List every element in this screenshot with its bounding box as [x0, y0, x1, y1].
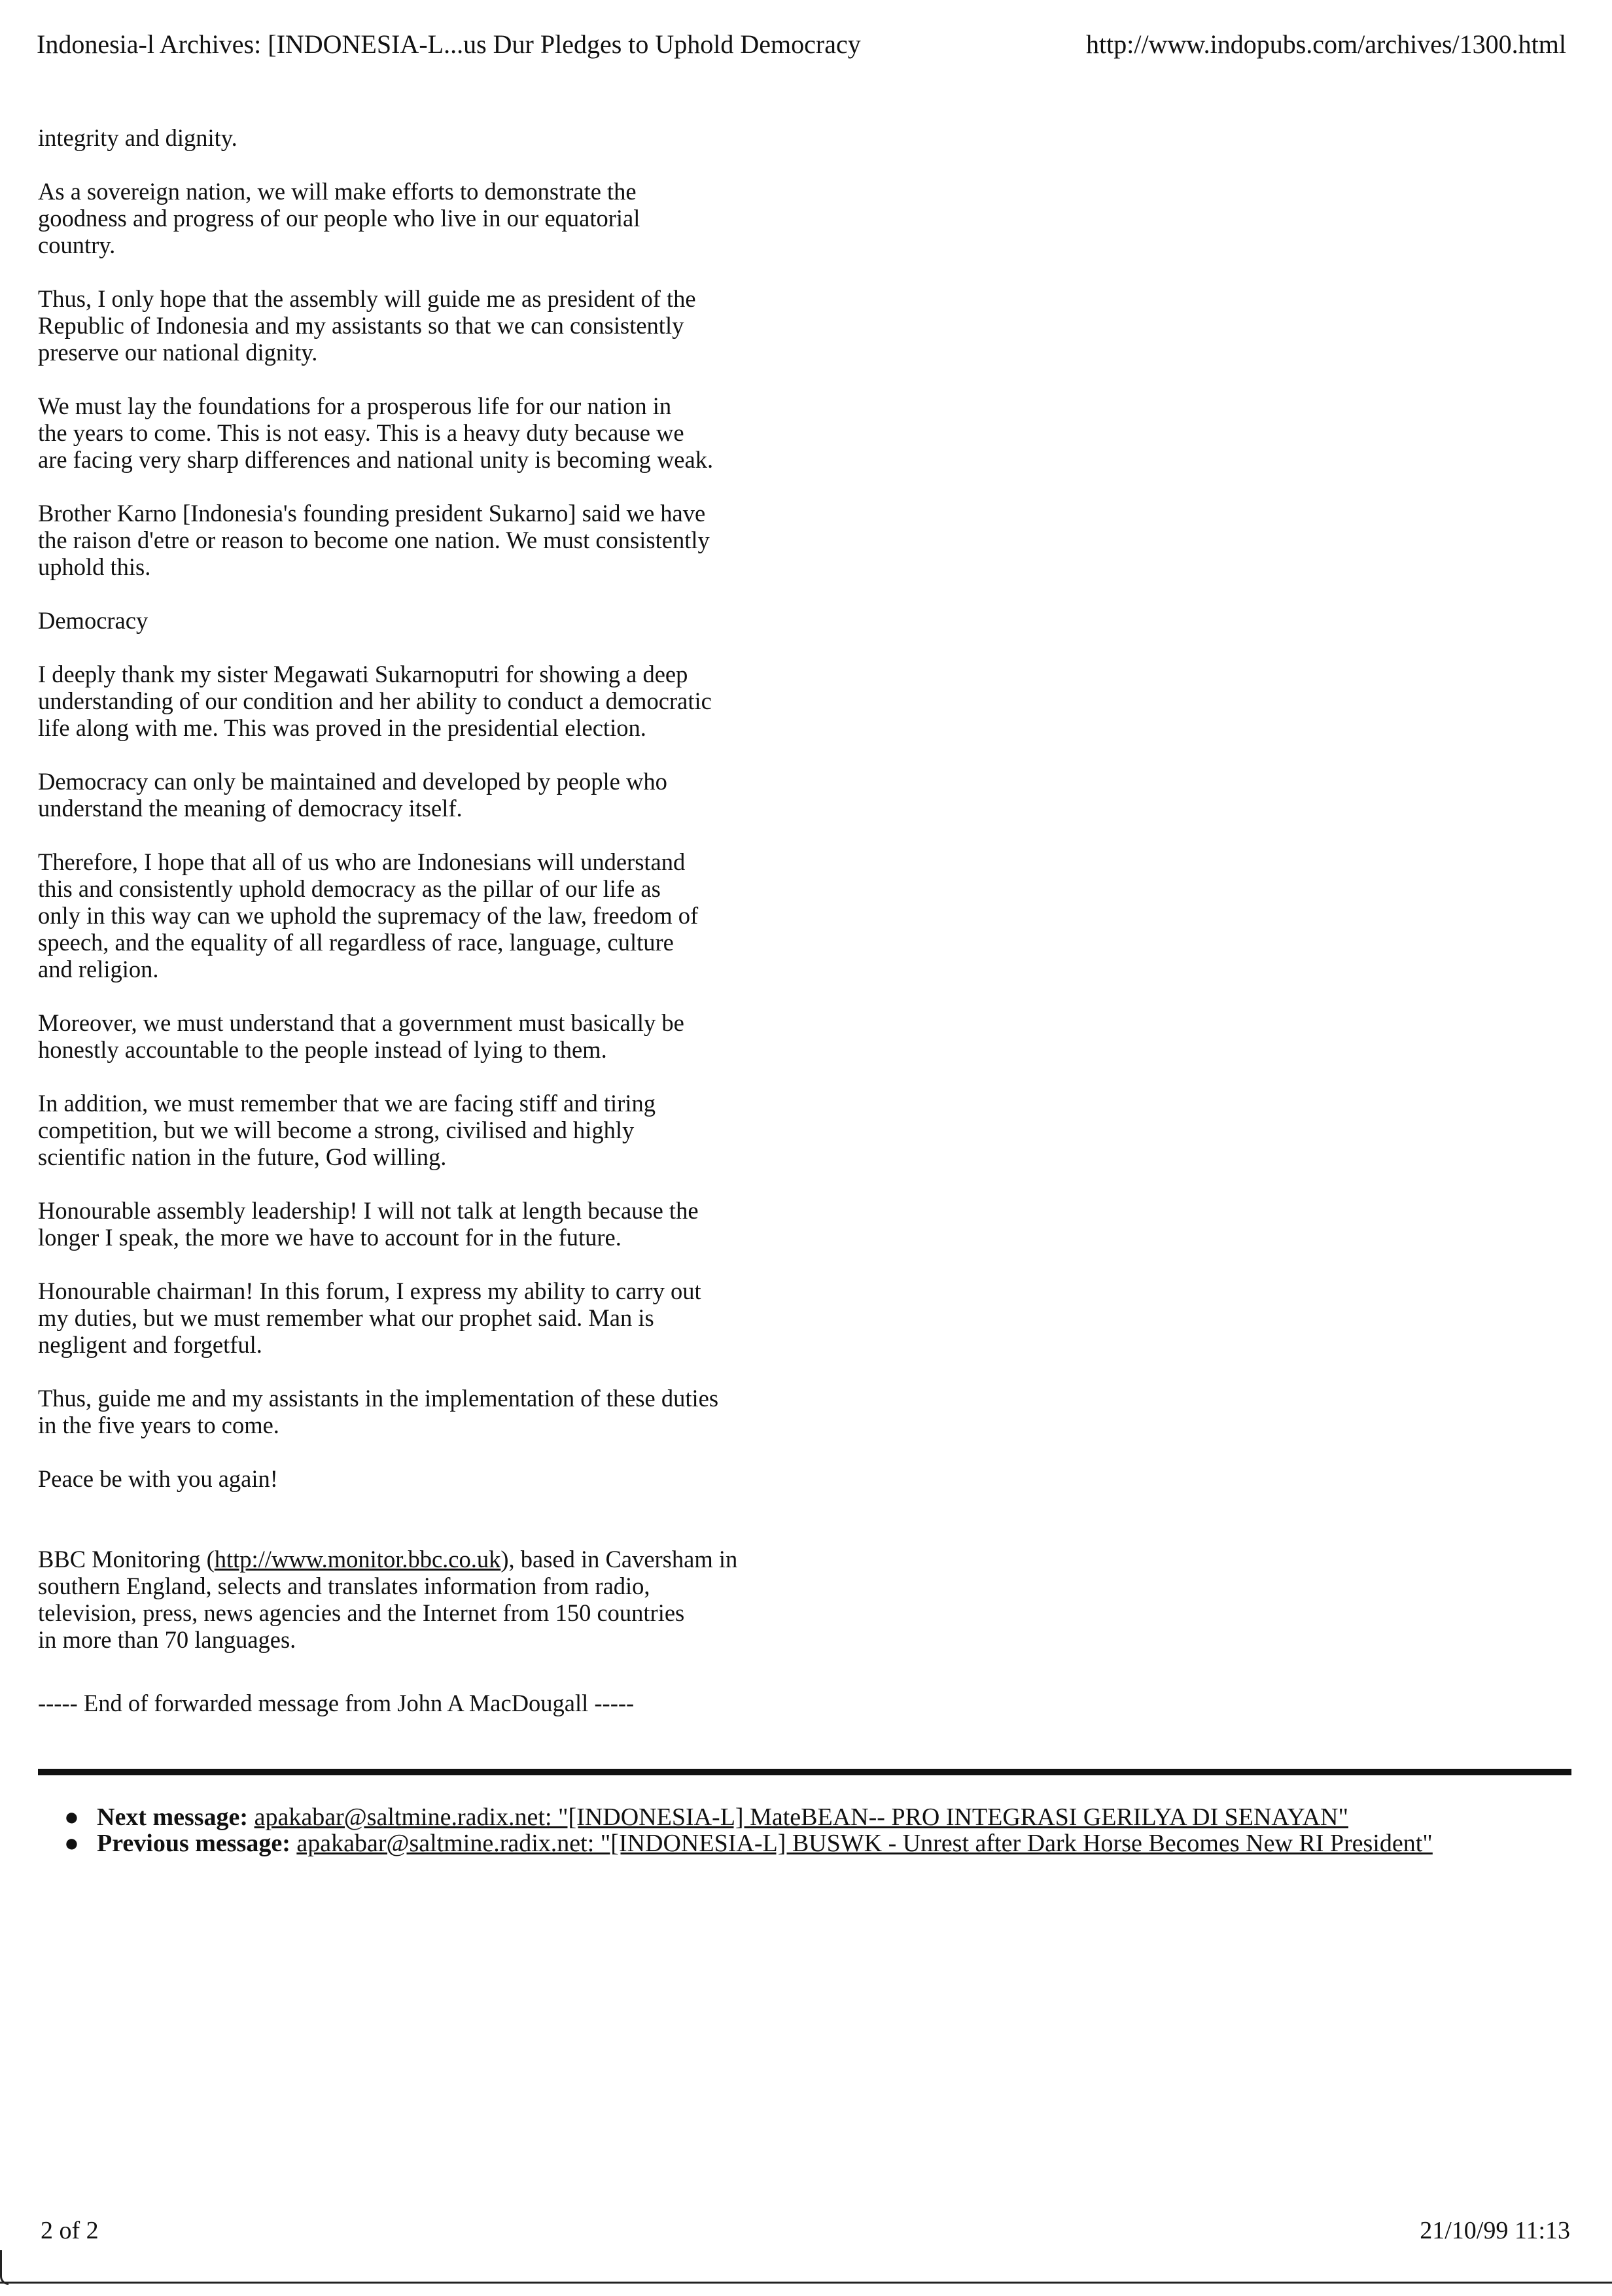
paragraph-1: integrity and dignity. [38, 124, 237, 151]
bbc-monitoring-attribution [38, 1546, 888, 1653]
paragraph-3: Thus, I only hope that the assembly will guide me as president of the Republic of Indonesia and my assistants so that we can consistently preserve our national dignity. [38, 285, 696, 366]
scan-edge-corner [0, 2250, 9, 2285]
page-header-title: Indonesia-l Archives: [INDONESIA-L...us Dur Pledges to Uphold Democracy [37, 29, 861, 59]
next-message-link[interactable]: apakabar@saltmine.radix.net: "[INDONESIA-L] MateBEAN-- PRO INTEGRASI GERILYA DI SENAYAN" [254, 1803, 1348, 1831]
paragraph-9: Therefore, I hope that all of us who are Indonesians will understand this and consistently uphold democracy as the pillar of our life as only in this way can we uphold the supremacy of the law, freedom of speech, and the equality of all regardless of race, language, culture and religion. [38, 848, 699, 983]
horizontal-divider [38, 1769, 1571, 1775]
paragraph-13: Honourable chairman! In this forum, I express my ability to carry out my duties, but we must remember what our prophet said. Man is negligent and forgetful. [38, 1278, 701, 1358]
paragraph-8: Democracy can only be maintained and developed by people who understand the meaning of democracy itself. [38, 768, 667, 822]
bullet-icon: ● [64, 1830, 79, 1857]
paragraph-15: Peace be with you again! [38, 1465, 278, 1492]
bullet-icon: ● [64, 1803, 79, 1831]
paragraph-11: In addition, we must remember that we are facing stiff and tiring competition, but we will become a strong, civilised and highly scientific nation in the future, God willing. [38, 1090, 656, 1170]
print-timestamp: 21/10/99 11:13 [1420, 2217, 1570, 2244]
paragraph-10: Moreover, we must understand that a government must basically be honestly accountable to the people instead of lying to them. [38, 1009, 684, 1063]
paragraph-2: As a sovereign nation, we will make efforts to demonstrate the goodness and progress of our people who live in our equatorial country. [38, 178, 640, 258]
paragraph-14: Thus, guide me and my assistants in the implementation of these duties in the five years to come. [38, 1385, 719, 1438]
paragraph-5: Brother Karno [Indonesia's founding president Sukarno] said we have the raison d'etre or reason to become one nation. We must consistently uphold this. [38, 500, 710, 580]
previous-message-link[interactable]: apakabar@saltmine.radix.net: "[INDONESIA-L] BUSWK - Unrest after Dark Horse Becomes New RI President" [296, 1830, 1433, 1857]
page-header-url: http://www.indopubs.com/archives/1300.html [1085, 29, 1566, 59]
page-counter: 2 of 2 [41, 2217, 99, 2244]
next-message-item [64, 1803, 1569, 1831]
paragraph-7: I deeply thank my sister Megawati Sukarnoputri for showing a deep understanding of our condition and her ability to conduct a democratic life along with me. This was proved in the presidential election. [38, 661, 712, 741]
paragraph-12: Honourable assembly leadership! I will not talk at length because the longer I speak, the more we have to account for in the future. [38, 1197, 699, 1251]
paragraph-4: We must lay the foundations for a prosperous life for our nation in the years to come. This is not easy. This is a heavy duty because we are facing very sharp differences and national unity is becoming weak. [38, 392, 714, 473]
end-of-forwarded-message: ----- End of forwarded message from John A MacDougall ----- [38, 1690, 635, 1716]
scan-edge-line [0, 2282, 1612, 2284]
bbc-monitoring-link[interactable]: http://www.monitor.bbc.co.uk [214, 1546, 501, 1573]
attribution-prefix: BBC Monitoring ( [38, 1546, 215, 1573]
message-body [38, 124, 888, 1716]
attribution-suffix: ), based in Caversham in southern England, selects and translates information from radio, television, press, news agencies and the Internet from 150 countries in more than 70 languages. [38, 1546, 738, 1653]
next-message-label: Next message: [97, 1803, 249, 1831]
previous-message-label: Previous message: [97, 1830, 290, 1857]
section-heading-democracy: Democracy [38, 607, 149, 634]
previous-message-item [64, 1830, 1569, 1857]
message-navigation [64, 1803, 1569, 1857]
